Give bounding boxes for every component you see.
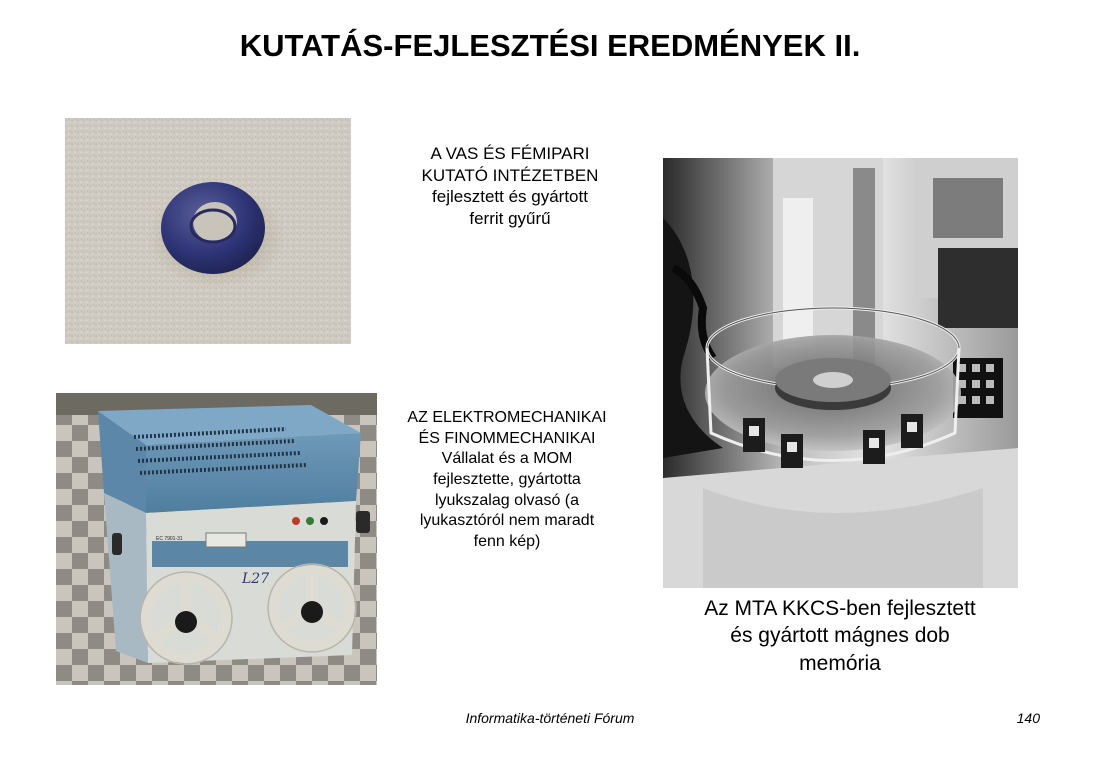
tape-reader-photo (56, 393, 377, 685)
caption-line: Vállalat és a MOM (441, 450, 573, 468)
caption-line: memória (799, 651, 881, 675)
footer-source: Informatika-történeti Fórum (465, 710, 635, 726)
ferrite-ring-caption (370, 143, 650, 229)
drum-memory-photo (663, 158, 1018, 588)
handwritten-tag: L27 (242, 571, 270, 587)
caption-line: fejlesztette, gyártotta (433, 470, 581, 488)
drum-memory-caption (660, 595, 1020, 677)
tape-reader-caption (382, 408, 632, 552)
caption-line: KUTATÓ INTÉZETBEN (421, 165, 599, 185)
caption-line: lyukasztóról nem maradt (419, 512, 595, 530)
caption-line: AZ ELEKTROMECHANIKAI (407, 409, 607, 426)
device-label: EC 7901-31 (156, 536, 183, 542)
caption-line: és gyártott mágnes dob (730, 624, 950, 648)
caption-line: ÉS FINOMMECHANIKAI (418, 429, 596, 447)
caption-line: Az MTA KKCS-ben fejlesztett (704, 597, 976, 620)
ferrite-ring-photo (65, 118, 351, 344)
caption-line: ferrit gyűrű (469, 208, 551, 228)
caption-line: lyukszalag olvasó (a (434, 491, 580, 509)
caption-line: fejlesztett és gyártott (432, 187, 588, 207)
page-number: 140 (1016, 710, 1040, 726)
slide-title: KUTATÁS-FEJLESZTÉSI EREDMÉNYEK II. (239, 28, 861, 63)
caption-line: A VAS ÉS FÉMIPARI (430, 144, 590, 163)
caption-line: fenn kép) (473, 532, 541, 550)
